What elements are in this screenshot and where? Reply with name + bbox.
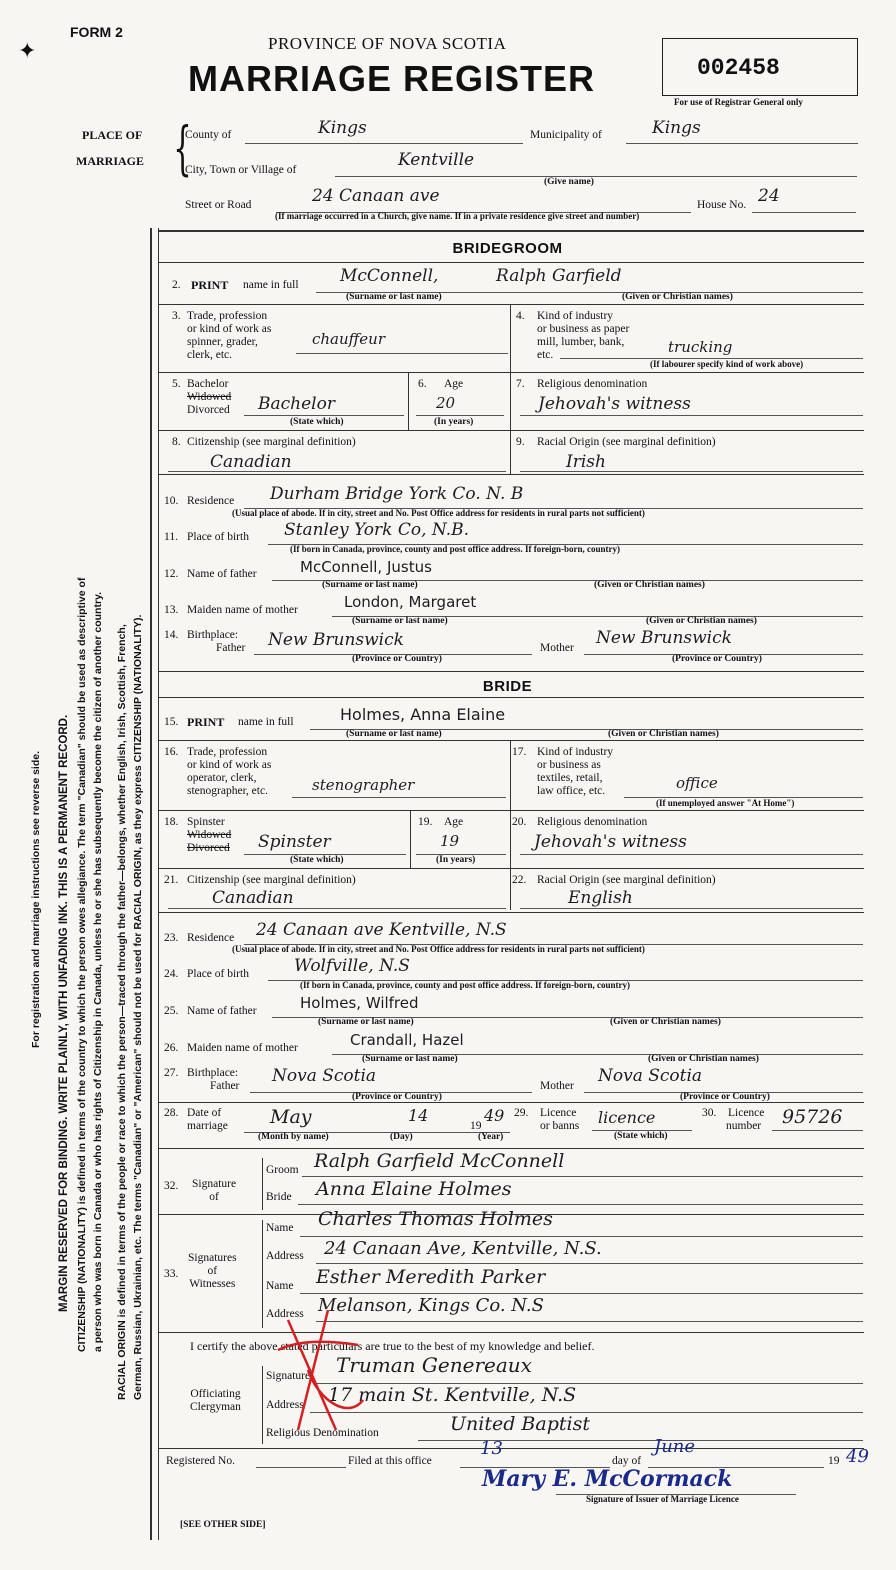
groom-status-label-3: Divorced [187,404,230,416]
red-mark-icon [258,1280,378,1440]
groom-religion-label: Religious denomination [537,378,648,390]
bride-trade-label-4: stenographer, etc. [187,785,268,797]
witness-1-address: 24 Canaan Ave, Kentville, N.S. [324,1238,602,1259]
bride-full-name: Holmes, Anna Elaine [340,705,506,724]
groom-age: 20 [436,394,456,412]
clergy-address-label: Address [266,1399,304,1411]
groom-industry-label-3: mill, lumber, bank, [537,336,625,348]
groom-n11: 11. [164,531,178,543]
bride-mother-surname-caption: (Surname or last name) [362,1054,458,1064]
sig-n33: 33. [164,1268,179,1280]
clergy-denomination-label: Religious Denomination [266,1427,379,1439]
bride-industry-label-4: law office, etc. [537,785,606,797]
groom-surname: McConnell, [340,266,439,286]
groom-birthplace-label: Place of birth [187,531,249,543]
filed-label: Filed at this office [348,1455,432,1467]
bride-n26: 26. [164,1042,179,1054]
bride-bp-father-label: Father [210,1080,240,1092]
groom-residence-caption: (Usual place of abode. If in city, street and No. Post Office address for residents in rural parts not sufficient) [232,508,645,518]
groom-n12: 12. [164,568,179,580]
province-title: PROVINCE OF NOVA SCOTIA [268,34,507,53]
witness-label-2: of [207,1265,218,1277]
bride-age-label: Age [444,816,464,828]
licence-number-label-2: number [726,1120,762,1132]
bride-mother-given-caption: (Given or Christian names) [648,1054,759,1064]
groom-trade-label-2: or kind of work as [187,323,272,335]
bride-residence: 24 Canaan ave Kentville, N.S [256,920,507,940]
bride-citizenship-label: Citizenship (see marginal definition) [187,874,356,886]
groom-given-names: Ralph Garfield [496,266,622,286]
licence-label-1: Licence [540,1107,577,1119]
bride-n17: 17. [512,746,527,758]
hole-punch-icon: ✦ [18,38,37,63]
municipality-label: Municipality of [530,129,602,141]
groom-n4: 4. [516,310,525,322]
margin-citizenship-definition: CITIZENSHIP (NATIONALITY) is defined in terms of the country to which the person owes allegiance. The term "Canadian" should be used as descriptive of [76,577,88,1352]
groom-n2: 2. [172,279,181,291]
bride-surname-caption: (Surname or last name) [346,729,442,739]
groom-n3: 3. [172,310,181,322]
house-label: House No. [697,199,747,211]
witness-label-3: Witnesses [189,1278,236,1290]
groom-trade-label-1: Trade, profession [187,310,268,322]
brace-icon: { [173,114,192,182]
groom-n14: 14. [164,629,179,641]
groom-n9: 9. [516,436,525,448]
groom-industry-caption: (If labourer specify kind of work above) [650,359,804,369]
marriage-year: 49 [484,1106,505,1125]
marriage-year-prefix: 19 [470,1120,482,1132]
certification-text: I certify the above stated particulars are true to the best of my knowledge and belief. [190,1339,595,1353]
groom-residence-label: Residence [187,495,235,507]
year-caption: (Year) [478,1132,504,1142]
bride-mother-bp-caption: (Province or Country) [680,1092,770,1102]
witness-2-name: Esther Meredith Parker [316,1266,546,1288]
bride-trade-label-1: Trade, profession [187,746,268,758]
clergy-label-2: Clergyman [190,1401,241,1413]
groom-trade-label-4: clerk, etc. [187,349,233,361]
groom-industry-label-2: or business as paper [537,323,630,335]
groom-n13: 13. [164,604,179,616]
groom-n6: 6. [418,378,427,390]
bride-industry-caption: (If unemployed answer "At Home") [656,798,795,808]
groom-father-birthplace: New Brunswick [268,630,404,650]
groom-n8: 8. [172,436,181,448]
margin-permanent-record: MARGIN RESERVED FOR BINDING. WRITE PLAINLY, WITH UNFADING INK. THIS IS A PERMANENT RECORD. [58,714,70,1312]
day-caption: (Day) [390,1132,413,1142]
w2-address-label: Address [266,1308,304,1320]
registration-number: 002458 [697,55,780,81]
marriage-n29: 29. [514,1107,529,1119]
bride-trade-label-3: operator, clerk, [187,772,257,784]
bride-mother-label: Maiden name of mother [187,1042,298,1054]
groom-sig-label: Groom [266,1164,299,1176]
groom-citizenship: Canadian [210,452,292,472]
groom-print-label: PRINT [191,278,229,292]
bride-residence-caption: (Usual place of abode. If in city, street and No. Post Office address for residents in rural parts not sufficient) [232,944,645,954]
bride-status-label-1: Spinster [187,816,225,828]
groom-industry: trucking [668,338,733,356]
house-number: 24 [758,186,780,206]
bride-father-label: Name of father [187,1005,257,1017]
bride-residence-label: Residence [187,932,235,944]
groom-n10: 10. [164,495,179,507]
bride-father-given-caption: (Given or Christian names) [610,1017,721,1027]
bride-father-name: Holmes, Wilfred [300,994,419,1012]
clergy-address: 17 main St. Kentville, N.S [328,1384,577,1406]
clergy-signature: Truman Genereaux [336,1353,532,1377]
groom-father-label: Name of father [187,568,257,580]
bride-religion: Jehovah's witness [534,832,687,852]
issuer-signature: Mary E. McCormack [482,1466,733,1492]
bride-racial-origin: English [568,888,633,908]
w1-address-label: Address [266,1250,304,1262]
margin-citizenship-definition-2: a person who was born in Canada or who has rights of Citizenship in Canada, unless he or she has subsequently become the citizen of another country. [92,591,104,1352]
bride-industry: office [676,774,718,792]
issuer-caption: Signature of Issuer of Marriage Licence [586,1494,739,1504]
bride-print-label: PRINT [187,715,225,729]
licence-number: 95726 [782,1106,843,1128]
bride-n25: 25. [164,1005,179,1017]
bride-heading: BRIDE [482,678,533,695]
city-label: City, Town or Village of [185,164,297,176]
bride-mother-name: Crandall, Hazel [350,1031,464,1049]
w2-name-label: Name [266,1280,294,1292]
groom-religion: Jehovah's witness [538,394,691,414]
margin-instructions: For registration and marriage instructions see reverse side. [30,750,42,1048]
see-other-side: [SEE OTHER SIDE] [180,1520,266,1530]
groom-industry-label-4: etc. [537,349,554,361]
bride-trade: stenographer [312,776,415,794]
bride-birthplace-label: Place of birth [187,968,249,980]
bride-years-caption: (In years) [436,855,476,865]
groom-mother-bp-caption: (Province or Country) [672,654,762,664]
filed-month: June [654,1436,696,1457]
signature-label-2: of [209,1191,219,1203]
groom-mother-name: London, Margaret [344,593,477,611]
marriage-day: 14 [408,1106,429,1125]
give-name-caption: (Give name) [544,177,594,187]
bride-industry-label-1: Kind of industry [537,746,614,758]
groom-father-name: McConnell, Justus [300,558,432,576]
filed-year-prefix: 19 [828,1455,840,1467]
bride-birthplaces-label: Birthplace: [187,1067,239,1079]
street-caption: (If marriage occurred in a Church, give name. If in a private residence give street and number) [275,211,640,221]
bride-bp-mother-label: Mother [540,1080,574,1092]
bride-n20: 20. [512,816,527,828]
groom-marital-status: Bachelor [258,394,335,414]
sig-n32: 32. [164,1180,179,1192]
county-label: County of [185,129,232,141]
groom-mother-given-caption: (Given or Christian names) [646,616,757,626]
bride-age: 19 [440,832,460,850]
bride-father-bp-caption: (Province or Country) [352,1092,442,1102]
street-value: 24 Canaan ave [312,186,440,206]
bride-marital-status: Spinster [258,832,331,852]
bride-industry-label-3: textiles, retail, [537,772,603,784]
groom-industry-label-1: Kind of industry [537,310,614,322]
licence-label-2: or banns [540,1120,580,1132]
bride-mother-birthplace: Nova Scotia [598,1066,703,1086]
registered-no-label: Registered No. [166,1455,235,1467]
witness-label-1: Signatures [188,1252,237,1264]
groom-n7: 7. [516,378,525,390]
place-label-1: PLACE OF [82,128,143,142]
groom-birthplace-caption: (If born in Canada, province, county and post office address. If foreign-born, country) [290,544,621,554]
groom-citizenship-label: Citizenship (see marginal definition) [187,436,356,448]
bride-sig-label: Bride [266,1191,292,1203]
groom-status-label-2: Widowed [187,391,232,403]
marriage-month: May [270,1106,312,1128]
witness-2-address: Melanson, Kings Co. N.S [318,1295,544,1316]
groom-father-surname-caption: (Surname or last name) [322,580,418,590]
municipality-value: Kings [652,118,701,138]
groom-state-caption: (State which) [290,417,344,427]
clergy-denomination: United Baptist [450,1413,590,1435]
groom-bp-father-label: Father [216,642,246,654]
licence-number-label-1: Licence [728,1107,765,1119]
licence-caption: (State which) [614,1131,668,1141]
groom-trade: chauffeur [312,330,386,348]
street-label: Street or Road [185,199,252,211]
registrar-note: For use of Registrar General only [674,97,803,107]
place-label-2: MARRIAGE [76,154,144,168]
w1-name-label: Name [266,1222,294,1234]
groom-residence: Durham Bridge York Co. N. B [270,484,524,504]
groom-trade-label-3: spinner, grader, [187,336,258,348]
bride-n23: 23. [164,932,179,944]
bride-n22: 22. [512,874,527,886]
bride-n19: 19. [418,816,433,828]
date-label-1: Date of [187,1107,222,1119]
bride-state-caption: (State which) [290,855,344,865]
bride-citizenship: Canadian [212,888,294,908]
witness-1-name: Charles Thomas Holmes [318,1208,553,1230]
bride-name-label: name in full [238,716,294,728]
bride-given-caption: (Given or Christian names) [608,729,719,739]
bride-n24: 24. [164,968,179,980]
bride-n16: 16. [164,746,179,758]
signature-label-1: Signature [192,1178,237,1190]
bride-religion-label: Religious denomination [537,816,648,828]
groom-status-label-1: Bachelor [187,378,229,390]
groom-mother-label: Maiden name of mother [187,604,298,616]
groom-years-caption: (In years) [434,417,474,427]
groom-father-bp-caption: (Province or Country) [352,654,442,664]
groom-birthplaces-label: Birthplace: [187,629,239,641]
bride-father-surname-caption: (Surname or last name) [318,1017,414,1027]
filed-day: 13 [480,1438,503,1459]
licence-or-banns: licence [598,1108,656,1127]
groom-racial-label: Racial Origin (see marginal definition) [537,436,716,448]
groom-father-given-caption: (Given or Christian names) [594,580,705,590]
groom-birthplace: Stanley York Co, N.B. [284,520,470,540]
form-number: FORM 2 [70,24,123,40]
margin-racial-definition-2: German, Russian, Ukrainian, etc. The terms "Canadian" or "American" should not be used for RACIAL ORIGIN, as they express CITIZENSHIP (NATIONALITY). [132,614,144,1400]
groom-signature: Ralph Garfield McConnell [314,1150,565,1172]
bride-n15: 15. [164,716,179,728]
groom-racial-origin: Irish [566,452,606,472]
groom-given-caption: (Given or Christian names) [622,292,733,302]
bride-n27: 27. [164,1067,179,1079]
clergy-signature-label: Signature [266,1370,311,1382]
groom-age-label: Age [444,378,464,390]
marriage-n28: 28. [164,1107,179,1119]
bride-status-label-3: Divorced [187,842,230,854]
margin-racial-definition: RACIAL ORIGIN is defined in terms of the people or race to which the person—traced through the father—belongs, whether English, Irish, Scottish, French, [116,624,128,1400]
marriage-n30: 30. [702,1107,717,1119]
bride-n21: 21. [164,874,179,886]
groom-mother-surname-caption: (Surname or last name) [352,616,448,626]
clergy-label-1: Officiating [190,1388,241,1400]
bride-signature: Anna Elaine Holmes [316,1178,512,1200]
groom-name-label: name in full [243,279,299,291]
city-value: Kentville [398,150,475,170]
registration-number-box [662,38,858,96]
bride-father-birthplace: Nova Scotia [272,1066,377,1086]
bride-industry-label-2: or business as [537,759,601,771]
filed-year: 49 [846,1446,869,1467]
day-of-label: day of [612,1455,642,1467]
bride-status-label-2: Widowed [187,829,232,841]
groom-mother-birthplace: New Brunswick [596,628,732,648]
date-label-2: marriage [187,1120,228,1132]
month-caption: (Month by name) [258,1132,329,1142]
page-title: MARRIAGE REGISTER [188,58,596,99]
groom-bp-mother-label: Mother [540,642,574,654]
groom-n5: 5. [172,378,181,390]
bride-birthplace: Wolfville, N.S [294,956,410,976]
bride-racial-label: Racial Origin (see marginal definition) [537,874,716,886]
county-value: Kings [318,118,367,138]
groom-heading: BRIDEGROOM [452,240,563,257]
bride-trade-label-2: or kind of work as [187,759,272,771]
groom-surname-caption: (Surname or last name) [346,292,442,302]
bride-n18: 18. [164,816,179,828]
bride-birthplace-caption: (If born in Canada, province, county and post office address. If foreign-born, country) [300,980,631,990]
